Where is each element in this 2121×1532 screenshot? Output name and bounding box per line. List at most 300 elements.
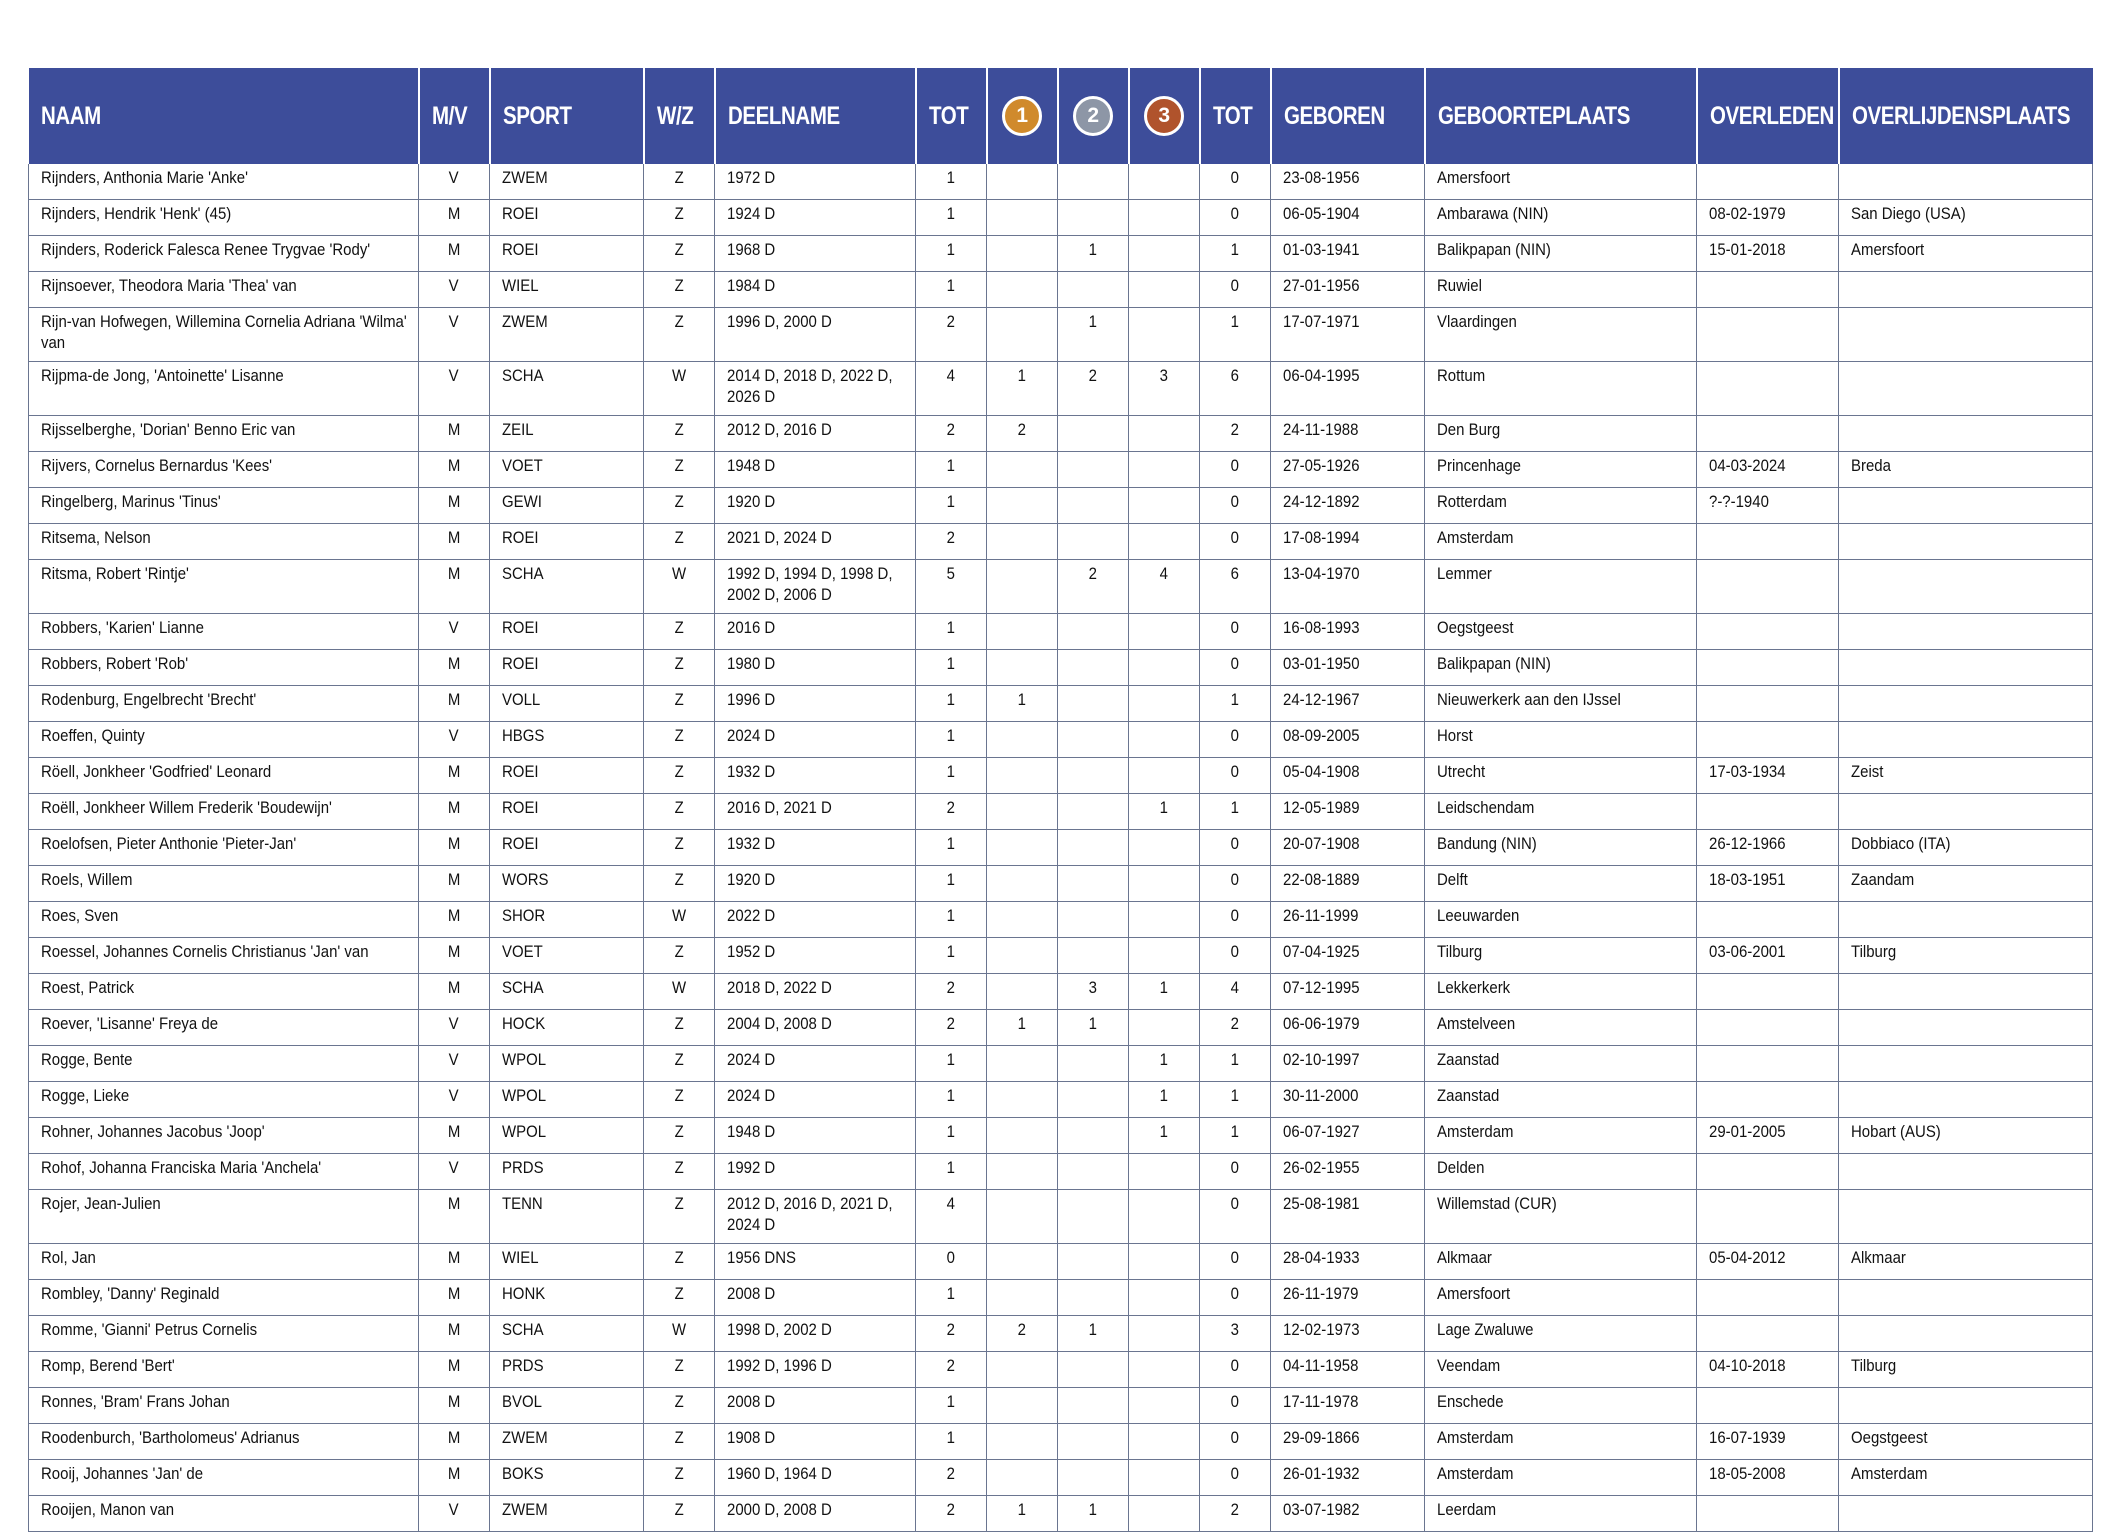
cell-geboorteplaats <box>1425 488 1697 524</box>
cell-text: 1 <box>1088 1500 1098 1519</box>
cell-text: M <box>447 1428 461 1447</box>
cell-sport <box>490 1388 644 1424</box>
table-row <box>29 1280 2093 1316</box>
cell-mv <box>419 1496 490 1532</box>
cell-sport <box>490 1010 644 1046</box>
cell-deelname <box>715 1280 916 1316</box>
cell-tot-medals <box>1200 1388 1271 1424</box>
cell-text: Princenhage <box>1437 456 1522 475</box>
cell-silver <box>1058 488 1129 524</box>
cell-silver <box>1058 200 1129 236</box>
cell-text: 1 <box>946 906 956 925</box>
cell-tot-medals <box>1200 1496 1271 1532</box>
cell-text: 26-01-1932 <box>1283 1464 1360 1483</box>
cell-text: ROEI <box>502 798 539 817</box>
cell-tot-entries <box>916 722 987 758</box>
cell-bronze <box>1129 686 1200 722</box>
cell-text: 2 <box>946 978 956 997</box>
cell-text: Z <box>674 1194 684 1213</box>
cell-silver <box>1058 614 1129 650</box>
cell-text: PRDS <box>502 1158 544 1177</box>
cell-gold <box>987 524 1058 560</box>
cell-text: Amersfoort <box>1437 1284 1511 1303</box>
cell-deelname <box>715 1460 916 1496</box>
cell-geboorteplaats <box>1425 1190 1697 1244</box>
cell-tot-medals <box>1200 1244 1271 1280</box>
cell-overlijdensplaats <box>1839 236 2093 272</box>
cell-bronze <box>1129 1082 1200 1118</box>
cell-tot-entries <box>916 1460 987 1496</box>
cell-text: 2 <box>1088 366 1098 385</box>
cell-gold <box>987 1388 1058 1424</box>
cell-mv <box>419 866 490 902</box>
cell-overlijdensplaats <box>1839 1190 2093 1244</box>
cell-text: 13-04-1970 <box>1283 564 1360 583</box>
header-sport: SPORT <box>490 68 644 164</box>
cell-sport <box>490 1154 644 1190</box>
cell-text: ROEI <box>502 528 539 547</box>
cell-overlijdensplaats <box>1839 1010 2093 1046</box>
cell-text: 16-08-1993 <box>1283 618 1360 637</box>
cell-text: 2012 D, 2016 D, 2021 D, 2024 D <box>727 1194 893 1234</box>
cell-bronze <box>1129 830 1200 866</box>
cell-tot-entries <box>916 1316 987 1352</box>
cell-sport <box>490 1316 644 1352</box>
cell-tot-medals <box>1200 974 1271 1010</box>
cell-text: Rijvers, Cornelus Bernardus 'Kees' <box>41 456 273 475</box>
cell-wz <box>644 794 715 830</box>
cell-tot-entries <box>916 1118 987 1154</box>
cell-text: 2024 D <box>727 1086 776 1105</box>
cell-bronze <box>1129 200 1200 236</box>
cell-geboorteplaats <box>1425 236 1697 272</box>
cell-text: Vlaardingen <box>1437 312 1517 331</box>
cell-silver <box>1058 1280 1129 1316</box>
cell-text: 2 <box>946 1356 956 1375</box>
cell-mv <box>419 308 490 362</box>
cell-text: 17-11-1978 <box>1283 1392 1359 1411</box>
cell-text: 1 <box>946 240 956 259</box>
table-row <box>29 1460 2093 1496</box>
cell-deelname <box>715 524 916 560</box>
cell-text: 2014 D, 2018 D, 2022 D, 2026 D <box>727 366 893 406</box>
cell-bronze <box>1129 236 1200 272</box>
cell-geboren <box>1271 416 1425 452</box>
cell-text: Z <box>674 618 684 637</box>
cell-silver <box>1058 794 1129 830</box>
header-deelname: DEELNAME <box>715 68 916 164</box>
cell-bronze <box>1129 308 1200 362</box>
cell-geboren <box>1271 1190 1425 1244</box>
cell-text: 1992 D, 1994 D, 1998 D, 2002 D, 2006 D <box>727 564 893 604</box>
cell-deelname <box>715 1316 916 1352</box>
cell-sport <box>490 1082 644 1118</box>
cell-naam <box>29 650 419 686</box>
cell-sport <box>490 974 644 1010</box>
cell-geboren <box>1271 866 1425 902</box>
cell-tot-entries <box>916 866 987 902</box>
cell-text: M <box>447 834 461 853</box>
cell-text: 0 <box>1230 1248 1240 1267</box>
cell-gold <box>987 686 1058 722</box>
cell-tot-entries <box>916 1244 987 1280</box>
cell-overleden <box>1697 236 1839 272</box>
table-row <box>29 164 2093 200</box>
cell-overlijdensplaats <box>1839 1046 2093 1082</box>
table-header <box>29 68 2093 164</box>
cell-gold <box>987 308 1058 362</box>
cell-geboren <box>1271 362 1425 416</box>
cell-geboren <box>1271 1118 1425 1154</box>
cell-text: 2 <box>946 312 956 331</box>
cell-text: M <box>447 690 461 709</box>
cell-text: W <box>671 366 687 385</box>
cell-text: ZWEM <box>502 1500 548 1519</box>
cell-geboorteplaats <box>1425 1316 1697 1352</box>
cell-overleden <box>1697 830 1839 866</box>
cell-geboren <box>1271 830 1425 866</box>
table-row <box>29 362 2093 416</box>
cell-text: Hobart (AUS) <box>1851 1122 1941 1141</box>
header-gold <box>987 68 1058 164</box>
cell-tot-medals <box>1200 524 1271 560</box>
cell-text: 03-07-1982 <box>1283 1500 1360 1519</box>
cell-gold <box>987 272 1058 308</box>
cell-sport <box>490 794 644 830</box>
cell-overleden <box>1697 1424 1839 1460</box>
cell-naam <box>29 164 419 200</box>
table-row <box>29 1496 2093 1532</box>
cell-overlijdensplaats <box>1839 272 2093 308</box>
cell-naam <box>29 722 419 758</box>
cell-overlijdensplaats <box>1839 902 2093 938</box>
cell-mv <box>419 938 490 974</box>
cell-text: TENN <box>502 1194 543 1213</box>
cell-text: 1 <box>1017 1500 1027 1519</box>
table-row <box>29 416 2093 452</box>
cell-text: 17-07-1971 <box>1283 312 1360 331</box>
cell-text: Leeuwarden <box>1437 906 1520 925</box>
cell-bronze <box>1129 1244 1200 1280</box>
cell-text: 1 <box>1230 312 1240 331</box>
cell-tot-medals <box>1200 1118 1271 1154</box>
cell-overleden <box>1697 362 1839 416</box>
cell-text: Z <box>674 762 684 781</box>
cell-silver <box>1058 1046 1129 1082</box>
cell-text: GEWI <box>502 492 542 511</box>
cell-geboorteplaats <box>1425 200 1697 236</box>
cell-naam <box>29 1424 419 1460</box>
cell-text: SCHA <box>502 978 544 997</box>
cell-overlijdensplaats <box>1839 614 2093 650</box>
cell-text: 2024 D <box>727 726 776 745</box>
table-row <box>29 1316 2093 1352</box>
cell-tot-medals <box>1200 686 1271 722</box>
cell-text: 0 <box>1230 654 1240 673</box>
cell-silver <box>1058 1082 1129 1118</box>
cell-gold <box>987 1118 1058 1154</box>
cell-geboren <box>1271 722 1425 758</box>
cell-text: W <box>671 978 687 997</box>
cell-text: 06-04-1995 <box>1283 366 1360 385</box>
cell-text: 01-03-1941 <box>1283 240 1360 259</box>
cell-text: 1932 D <box>727 762 776 781</box>
cell-sport <box>490 938 644 974</box>
cell-geboren <box>1271 1280 1425 1316</box>
cell-text: 0 <box>1230 906 1240 925</box>
cell-text: Lemmer <box>1437 564 1492 583</box>
cell-text: Z <box>674 204 684 223</box>
table-row <box>29 236 2093 272</box>
cell-silver <box>1058 758 1129 794</box>
cell-tot-medals <box>1200 722 1271 758</box>
cell-tot-entries <box>916 902 987 938</box>
cell-tot-entries <box>916 974 987 1010</box>
cell-mv <box>419 1460 490 1496</box>
cell-silver <box>1058 902 1129 938</box>
cell-silver <box>1058 1010 1129 1046</box>
cell-geboren <box>1271 272 1425 308</box>
cell-geboorteplaats <box>1425 1154 1697 1190</box>
cell-text: 2008 D <box>727 1284 776 1303</box>
cell-overlijdensplaats <box>1839 1118 2093 1154</box>
cell-text: 2 <box>1017 1320 1027 1339</box>
cell-text: Rijnsoever, Theodora Maria 'Thea' van <box>41 276 297 295</box>
cell-geboorteplaats <box>1425 1046 1697 1082</box>
cell-bronze <box>1129 272 1200 308</box>
cell-tot-entries <box>916 614 987 650</box>
cell-text: Rijnders, Anthonia Marie 'Anke' <box>41 168 248 187</box>
cell-text: 0 <box>1230 1356 1240 1375</box>
cell-deelname <box>715 362 916 416</box>
cell-geboorteplaats <box>1425 1496 1697 1532</box>
cell-bronze <box>1129 1424 1200 1460</box>
cell-tot-entries <box>916 308 987 362</box>
cell-text: 0 <box>1230 456 1240 475</box>
cell-wz <box>644 650 715 686</box>
cell-wz <box>644 1244 715 1280</box>
cell-text: 12-05-1989 <box>1283 798 1360 817</box>
cell-tot-entries <box>916 830 987 866</box>
cell-sport <box>490 524 644 560</box>
cell-tot-entries <box>916 1424 987 1460</box>
cell-geboorteplaats <box>1425 1118 1697 1154</box>
cell-text: 04-03-2024 <box>1709 456 1786 475</box>
cell-bronze <box>1129 1388 1200 1424</box>
cell-bronze <box>1129 722 1200 758</box>
cell-bronze <box>1129 1352 1200 1388</box>
cell-mv <box>419 1154 490 1190</box>
cell-text: 2 <box>946 1464 956 1483</box>
cell-silver <box>1058 1316 1129 1352</box>
cell-geboren <box>1271 650 1425 686</box>
table-row <box>29 1424 2093 1460</box>
cell-gold <box>987 1190 1058 1244</box>
cell-text: Z <box>674 690 684 709</box>
cell-deelname <box>715 1010 916 1046</box>
cell-gold <box>987 452 1058 488</box>
cell-text: Z <box>674 240 684 259</box>
cell-sport <box>490 416 644 452</box>
cell-silver <box>1058 164 1129 200</box>
cell-naam <box>29 1460 419 1496</box>
cell-text: ROEI <box>502 762 539 781</box>
cell-geboren <box>1271 488 1425 524</box>
cell-text: 25-08-1981 <box>1283 1194 1360 1213</box>
cell-mv <box>419 488 490 524</box>
cell-text: 06-05-1904 <box>1283 204 1360 223</box>
cell-tot-entries <box>916 452 987 488</box>
cell-mv <box>419 1010 490 1046</box>
cell-geboorteplaats <box>1425 416 1697 452</box>
cell-silver <box>1058 974 1129 1010</box>
cell-text: 1948 D <box>727 456 776 475</box>
cell-naam <box>29 416 419 452</box>
cell-naam <box>29 1280 419 1316</box>
cell-tot-entries <box>916 524 987 560</box>
cell-tot-medals <box>1200 830 1271 866</box>
cell-overlijdensplaats <box>1839 650 2093 686</box>
cell-text: 1992 D, 1996 D <box>727 1356 832 1375</box>
cell-text: Balikpapan (NIN) <box>1437 240 1551 259</box>
cell-text: Z <box>674 834 684 853</box>
cell-wz <box>644 272 715 308</box>
cell-text: Amsterdam <box>1437 1122 1514 1141</box>
cell-tot-entries <box>916 1496 987 1532</box>
cell-sport <box>490 650 644 686</box>
cell-text: 0 <box>1230 834 1240 853</box>
cell-text: 0 <box>1230 1284 1240 1303</box>
cell-deelname <box>715 866 916 902</box>
cell-text: Ritsema, Nelson <box>41 528 151 547</box>
table-row <box>29 650 2093 686</box>
cell-text: 1 <box>946 276 956 295</box>
cell-text: Rodenburg, Engelbrecht 'Brecht' <box>41 690 257 709</box>
table-row <box>29 1190 2093 1244</box>
cell-mv <box>419 974 490 1010</box>
cell-text: 2021 D, 2024 D <box>727 528 832 547</box>
cell-text: 1 <box>1017 1014 1027 1033</box>
cell-silver <box>1058 1496 1129 1532</box>
cell-overleden <box>1697 1082 1839 1118</box>
cell-wz <box>644 362 715 416</box>
cell-gold <box>987 650 1058 686</box>
cell-text: 03-06-2001 <box>1709 942 1786 961</box>
table-row <box>29 524 2093 560</box>
cell-text: Breda <box>1851 456 1891 475</box>
cell-gold <box>987 1424 1058 1460</box>
cell-text: 0 <box>1230 942 1240 961</box>
cell-text: SHOR <box>502 906 546 925</box>
cell-text: M <box>447 906 461 925</box>
cell-text: M <box>447 798 461 817</box>
cell-text: Dobbiaco (ITA) <box>1851 834 1951 853</box>
cell-text: 1 <box>946 1050 956 1069</box>
cell-sport <box>490 164 644 200</box>
cell-text: 07-04-1925 <box>1283 942 1360 961</box>
cell-silver <box>1058 1244 1129 1280</box>
cell-tot-entries <box>916 488 987 524</box>
cell-text: 0 <box>1230 1464 1240 1483</box>
cell-overlijdensplaats <box>1839 1352 2093 1388</box>
cell-text: Rottum <box>1437 366 1486 385</box>
cell-text: Z <box>674 726 684 745</box>
cell-bronze <box>1129 560 1200 614</box>
cell-tot-medals <box>1200 1046 1271 1082</box>
cell-text: Delft <box>1437 870 1468 889</box>
cell-text: M <box>447 564 461 583</box>
cell-tot-medals <box>1200 452 1271 488</box>
cell-overlijdensplaats <box>1839 758 2093 794</box>
cell-text: Leerdam <box>1437 1500 1497 1519</box>
cell-tot-medals <box>1200 650 1271 686</box>
cell-text: Ambarawa (NIN) <box>1437 204 1549 223</box>
cell-sport <box>490 452 644 488</box>
cell-gold <box>987 938 1058 974</box>
cell-overleden <box>1697 1316 1839 1352</box>
cell-text: Z <box>674 1392 684 1411</box>
cell-sport <box>490 1118 644 1154</box>
cell-text: 4 <box>1230 978 1240 997</box>
cell-geboorteplaats <box>1425 1460 1697 1496</box>
cell-overleden <box>1697 1280 1839 1316</box>
cell-text: WIEL <box>502 1248 539 1267</box>
cell-deelname <box>715 272 916 308</box>
cell-text: Nieuwerkerk aan den IJssel <box>1437 690 1621 709</box>
cell-naam <box>29 614 419 650</box>
cell-bronze <box>1129 164 1200 200</box>
cell-gold <box>987 614 1058 650</box>
cell-tot-entries <box>916 938 987 974</box>
cell-deelname <box>715 938 916 974</box>
cell-naam <box>29 794 419 830</box>
cell-geboren <box>1271 686 1425 722</box>
cell-text: 30-11-2000 <box>1283 1086 1359 1105</box>
table-row <box>29 1082 2093 1118</box>
cell-naam <box>29 1118 419 1154</box>
cell-deelname <box>715 1118 916 1154</box>
cell-gold <box>987 794 1058 830</box>
cell-text: V <box>449 366 459 385</box>
cell-text: VOLL <box>502 690 541 709</box>
cell-overlijdensplaats <box>1839 866 2093 902</box>
cell-text: 29-09-1866 <box>1283 1428 1360 1447</box>
cell-tot-medals <box>1200 1352 1271 1388</box>
cell-overleden <box>1697 1010 1839 1046</box>
cell-tot-entries <box>916 758 987 794</box>
cell-text: Rooijen, Manon van <box>41 1500 175 1519</box>
cell-tot-medals <box>1200 1082 1271 1118</box>
cell-mv <box>419 758 490 794</box>
cell-wz <box>644 164 715 200</box>
cell-text: Rojer, Jean-Julien <box>41 1194 161 1213</box>
cell-text: 1908 D <box>727 1428 776 1447</box>
cell-deelname <box>715 974 916 1010</box>
cell-text: 4 <box>1159 564 1169 583</box>
cell-text: 04-11-1958 <box>1283 1356 1359 1375</box>
cell-text: Z <box>674 1428 684 1447</box>
cell-text: V <box>449 618 459 637</box>
cell-text: 24-12-1892 <box>1283 492 1360 511</box>
cell-text: Ritsma, Robert 'Rintje' <box>41 564 189 583</box>
cell-tot-medals <box>1200 416 1271 452</box>
cell-text: 1992 D <box>727 1158 776 1177</box>
cell-overleden <box>1697 1244 1839 1280</box>
cell-text: M <box>447 1392 461 1411</box>
cell-geboren <box>1271 200 1425 236</box>
cell-silver <box>1058 830 1129 866</box>
cell-text: Rogge, Bente <box>41 1050 133 1069</box>
